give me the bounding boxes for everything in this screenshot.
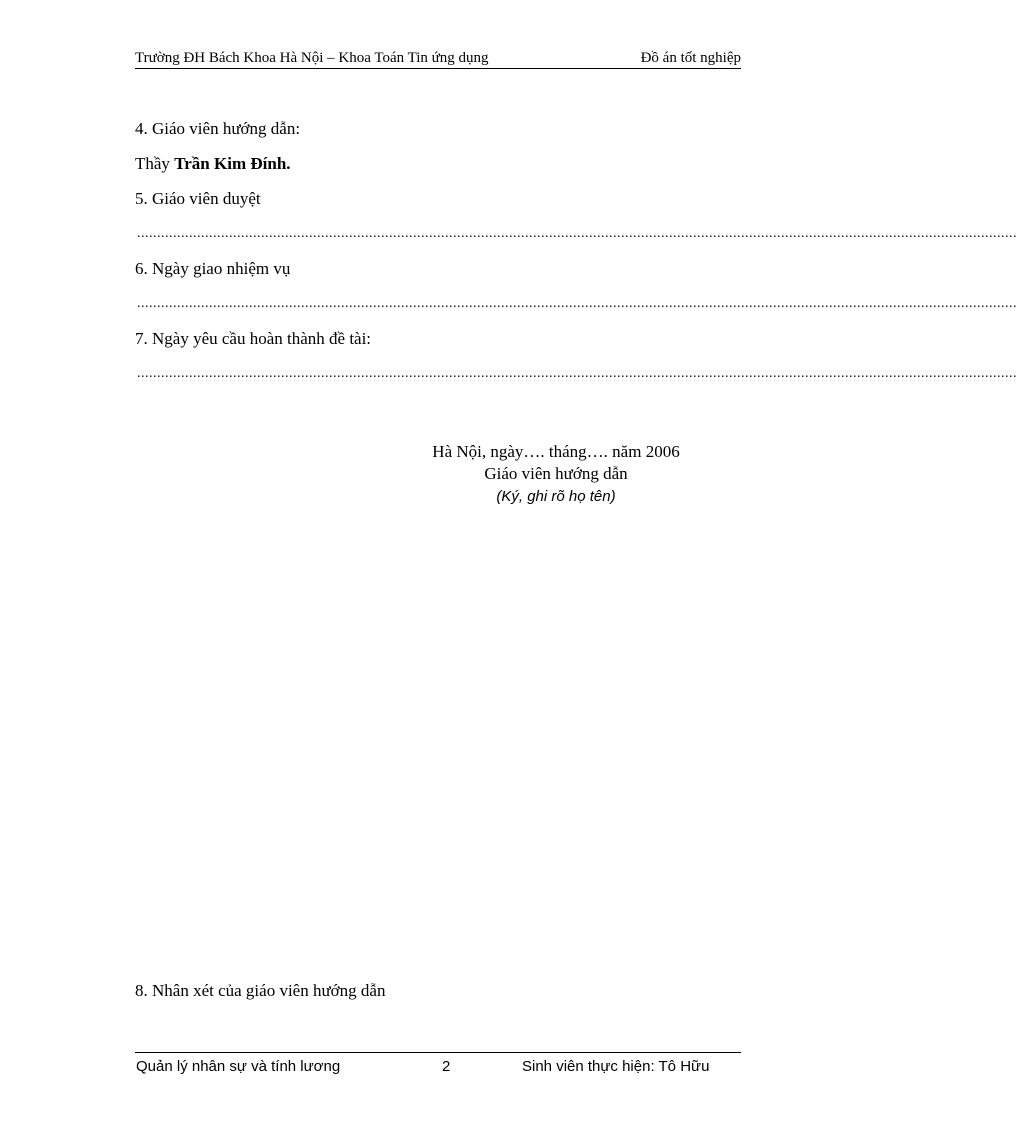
footer-page-number: 2 <box>442 1058 451 1075</box>
footer-topic: Quản lý nhân sự và tính lương <box>136 1058 341 1075</box>
signature-date-line: Hà Nội, ngày…. tháng…. năm 2006 <box>432 442 680 461</box>
section-4-label: 4. Giáo viên hướng dẫn: <box>135 119 301 138</box>
section-8-label: 8. Nhân xét của giáo viên hướng dẫn <box>135 981 386 1000</box>
signature-title: Giáo viên hướng dẫn <box>484 464 628 483</box>
section-5-label: 5. Giáo viên duyệt <box>135 189 261 208</box>
section-4-advisor <box>135 153 291 175</box>
page-header <box>135 48 741 69</box>
section-6-fill-line: ............................................................................................................................................................................................................................ <box>137 296 1017 311</box>
header-institution: Trường ĐH Bách Khoa Hà Nội – Khoa Toán Tin ứng dụng <box>135 50 489 66</box>
header-doc-type: Đồ án tốt nghiệp <box>640 50 741 66</box>
page-footer <box>135 1052 741 1077</box>
section-7-label: 7. Ngày yêu cầu hoàn thành đề tài: <box>135 329 372 348</box>
signature-note: (Ký, ghi rõ họ tên) <box>496 488 616 505</box>
section-5-fill-line: ............................................................................................................................................................................................................................ <box>137 226 1017 241</box>
footer-student: Sinh viên thực hiện: Tô Hữu <box>522 1058 710 1075</box>
section-7-fill-line: ............................................................................................................................................................................................................................ <box>137 366 1017 381</box>
section-6-label: 6. Ngày giao nhiệm vụ <box>135 259 291 278</box>
advisor-name: Trần Kim Đính. <box>174 154 291 173</box>
advisor-prefix: Thầy <box>135 154 175 173</box>
